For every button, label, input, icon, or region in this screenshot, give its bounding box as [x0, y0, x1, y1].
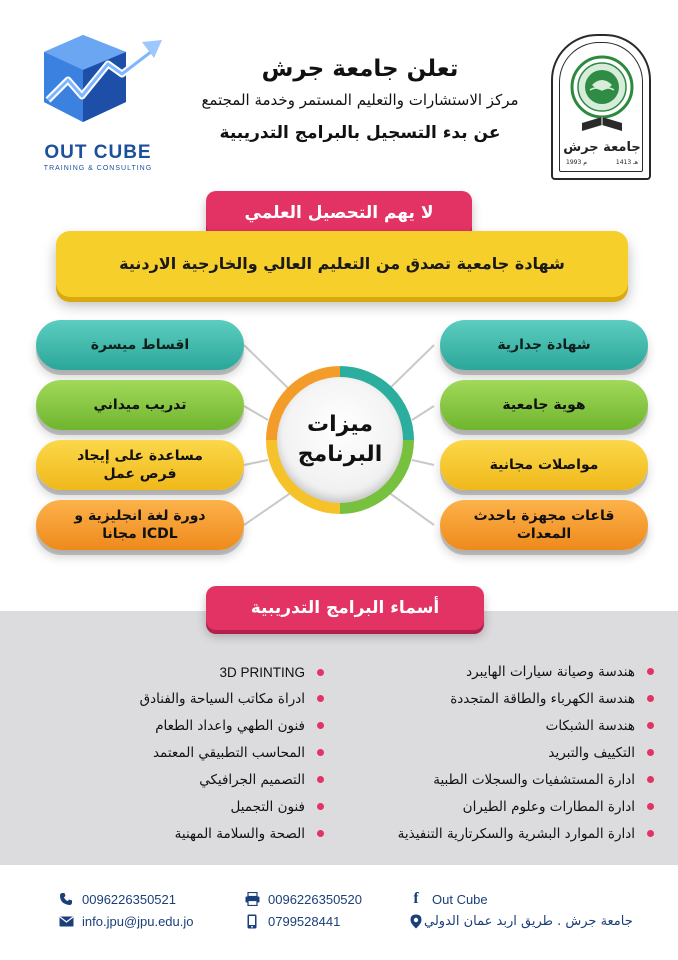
- address-text: جامعة جرش . طريق اربد عمان الدولي: [424, 913, 633, 929]
- email-contact[interactable]: [58, 913, 194, 929]
- announce-title: تعلن جامعة جرش: [261, 56, 459, 82]
- program-item: 3D PRINTING: [26, 659, 324, 686]
- program-item: ادارة المستشفيات والسجلات الطبية: [326, 767, 654, 794]
- program-item: التكييف والتبريد: [326, 740, 654, 767]
- location-pin-icon: [408, 913, 424, 929]
- facebook-link[interactable]: [408, 891, 488, 907]
- program-item: فنون الطهي واعداد الطعام: [26, 713, 324, 740]
- programs-list: [26, 659, 656, 848]
- outcube-logo: [28, 30, 168, 175]
- contact-footer: [0, 865, 678, 960]
- feature-field-training: تدريب ميداني: [36, 380, 244, 430]
- phone-icon: [58, 891, 74, 907]
- mobile-number: 0799528441: [268, 913, 341, 929]
- header-text: [180, 52, 540, 148]
- programs-column-left: [26, 659, 326, 848]
- bullet-icon: [647, 749, 654, 756]
- feature-equipped-halls: قاعات مجهزة باحدث المعدات: [440, 500, 648, 550]
- mobile-phone-icon: [244, 913, 260, 929]
- features-hub-center: [277, 377, 403, 503]
- program-item: ادارة المطارات وعلوم الطيران: [326, 794, 654, 821]
- university-seal-icon: [568, 55, 636, 139]
- features-hub: [266, 366, 414, 514]
- jerash-university-logo: [551, 34, 651, 180]
- feature-job-assistance: مساعدة على إيجاد فرص عمل: [36, 440, 244, 490]
- jpu-year-gregorian: 1993 م: [566, 159, 587, 166]
- program-item: هندسة وصيانة سيارات الهايبرد: [326, 659, 654, 686]
- program-item: المحاسب التطبيقي المعتمد: [26, 740, 324, 767]
- bullet-icon: [317, 749, 324, 756]
- jpu-year-hijri: 1413 هـ: [615, 159, 638, 166]
- fax-contact[interactable]: [244, 891, 362, 907]
- email-address: info.jpu@jpu.edu.jo: [82, 913, 194, 929]
- programs-section: [0, 611, 678, 865]
- outcube-tagline: TRAINING & CONSULTING: [43, 165, 153, 172]
- feature-wall-certificate: شهادة جدارية: [440, 320, 648, 370]
- bullet-icon: [647, 776, 654, 783]
- bullet-icon: [647, 668, 654, 675]
- jpu-emblem-frame: [559, 42, 643, 172]
- bullet-icon: [317, 695, 324, 702]
- registration-start: عن بدء التسجيل بالبرامج التدريبية: [219, 123, 501, 143]
- bullet-icon: [647, 695, 654, 702]
- cube-chart-icon: [38, 30, 163, 140]
- phone-contact[interactable]: [58, 891, 176, 907]
- jpu-years: [566, 159, 638, 166]
- program-item: الصحة والسلامة المهنية: [26, 821, 324, 848]
- program-item: هندسة الشبكات: [326, 713, 654, 740]
- bullet-icon: [317, 776, 324, 783]
- program-item: ادراة مكاتب السياحة والفنادق: [26, 686, 324, 713]
- feature-free-english-icdl: دورة لغة انجليزية و ICDL مجانا: [36, 500, 244, 550]
- fax-number: 0096226350520: [268, 891, 362, 907]
- program-item: هندسة الكهرباء والطاقة المتجددة: [326, 686, 654, 713]
- center-name: مركز الاستشارات والتعليم المستمر وخدمة المجتمع: [201, 91, 519, 109]
- jpu-name: جامعة جرش: [563, 140, 641, 155]
- feature-easy-installments: اقساط ميسرة: [36, 320, 244, 370]
- hub-title-line-1: ميزات: [307, 412, 373, 437]
- mobile-contact[interactable]: [244, 913, 340, 929]
- fax-icon: [244, 891, 260, 907]
- address-contact: [408, 913, 641, 929]
- phone-number: 0096226350521: [82, 891, 176, 907]
- envelope-icon: [58, 913, 74, 929]
- facebook-icon: f: [413, 890, 419, 907]
- bullet-icon: [317, 722, 324, 729]
- facebook-page: Out Cube: [432, 891, 488, 907]
- program-features-diagram: [0, 310, 678, 570]
- feature-university-id: هوية جامعية: [440, 380, 648, 430]
- bullet-icon: [647, 830, 654, 837]
- program-item: التصميم الجرافيكي: [26, 767, 324, 794]
- bullet-icon: [647, 803, 654, 810]
- certificate-banner: شهادة جامعية تصدق من التعليم العالي والخارجية الاردنية: [56, 231, 628, 297]
- hub-title-line-2: البرنامج: [297, 442, 383, 467]
- bullet-icon: [317, 830, 324, 837]
- bullet-icon: [317, 669, 324, 676]
- bullet-icon: [317, 803, 324, 810]
- feature-free-transport: مواصلات مجانية: [440, 440, 648, 490]
- program-item: ادارة الموارد البشرية والسكرتارية التنفيذية: [326, 821, 654, 848]
- program-names-banner: أسماء البرامج التدريبية: [206, 586, 484, 630]
- program-item: فنون التجميل: [26, 794, 324, 821]
- outcube-name: OUT CUBE: [44, 142, 152, 163]
- no-academic-record-banner: لا يهم التحصيل العلمي: [206, 191, 472, 235]
- programs-column-right: [326, 659, 656, 848]
- bullet-icon: [647, 722, 654, 729]
